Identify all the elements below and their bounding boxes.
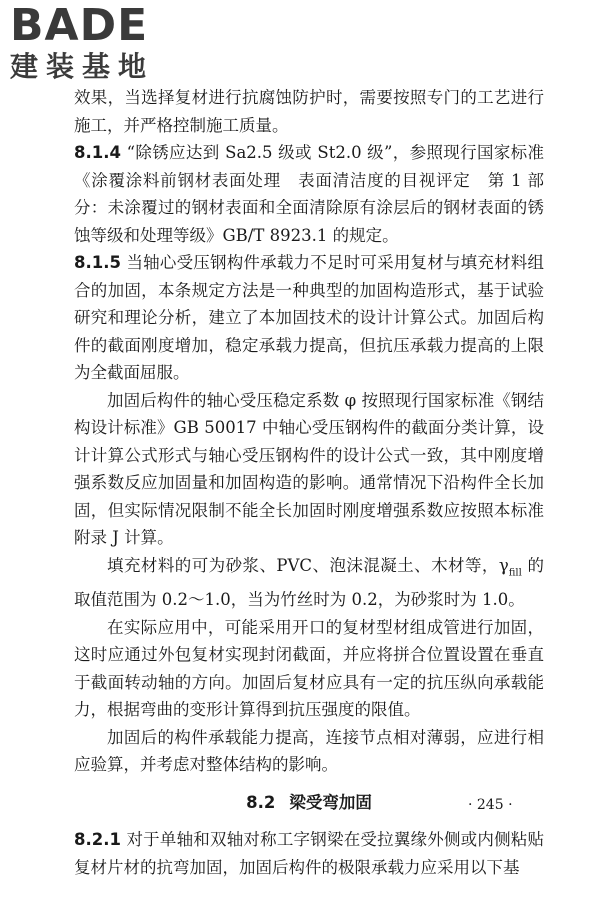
clause-8-2-1 (74, 826, 544, 881)
paragraph: 在实际应用中，可能采用开口的复材型材组成管进行加固，这时应通过外包复材实现封闭截面，并应将拼合位置设置在垂直于截面转动轴的方向。加固后复材应具有一定的抗压纵向承载能力，根据弯曲的变形计算得到抗压强度的限值。 (74, 617, 544, 720)
logo-sub-text: 建装基地 (10, 50, 155, 83)
subscript: fill (508, 566, 522, 578)
clause-text: 对于单轴和双轴对称工字钢梁在受拉翼缘外侧或内侧粘贴复材片材的抗弯加固，加固后构件的极限承载力应采用以下基 (74, 830, 545, 877)
paragraph-fill-material (74, 552, 544, 614)
clause-text: “除锈应达到 Sa2.5 级或 St2.0 级”，参照现行国家标准《涂覆涂料前钢材表面处理 表面清洁度的目视评定 第 1 部分：未涂覆过的钢材表面和全面清除原有涂层后的钢材表面的锈蚀等级和处理等级》GB/T 8923.1 的规定。 (74, 143, 545, 245)
section-title: 梁受弯加固 (289, 792, 372, 812)
paragraph: 加固后构件的轴心受压稳定系数 φ 按照现行国家标准《钢结构设计标准》GB 50017 中轴心受压钢构件的截面分类计算，设计计算公式形式与轴心受压钢构件的设计公式一致，其中刚度增强系数反应加固量和加固构造的影响。通常情况下沿构件全长加固，但实际情况限制不能全长加固时刚度增强系数应按照本标准附录 J 计算。 (74, 390, 544, 547)
paragraph-text: 填充材料的可为砂浆、PVC、泡沫混凝土、木材等，γ (107, 555, 509, 575)
page-number: · 245 · (468, 797, 513, 813)
page-body (74, 84, 544, 881)
clause-text: 当轴心受压钢构件承载力不足时可采用复材与填充材料组合的加固，本条规定方法是一种典型的加固构造形式，基于试验研究和理论分析，建立了本加固技术的设计计算公式。加固后构件的截面刚度增加，稳定承载力提高，但抗压承载力提高的上限为全截面屈服。 (74, 253, 545, 382)
paragraph-continued: 效果，当选择复材进行抗腐蚀防护时，需要按照专门的工艺进行施工，并严格控制施工质量。 (74, 88, 544, 135)
paragraph-text: 的取值范围为 0.2～1.0，当为竹丝时为 0.2，为砂浆时为 1.0。 (74, 555, 544, 610)
clause-8-1-4 (74, 139, 544, 249)
logo (10, 0, 185, 86)
section-number: 8.2 (246, 792, 276, 812)
clause-8-1-5 (74, 249, 544, 387)
clause-number: 8.1.5 (74, 253, 121, 272)
logo-main-text: BADE (10, 0, 149, 51)
paragraph: 加固后的构件承载能力提高，连接节点相对薄弱，应进行相应验算，并考虑对整体结构的影响。 (74, 727, 544, 775)
clause-number: 8.1.4 (74, 143, 121, 162)
clause-number: 8.2.1 (74, 830, 121, 850)
